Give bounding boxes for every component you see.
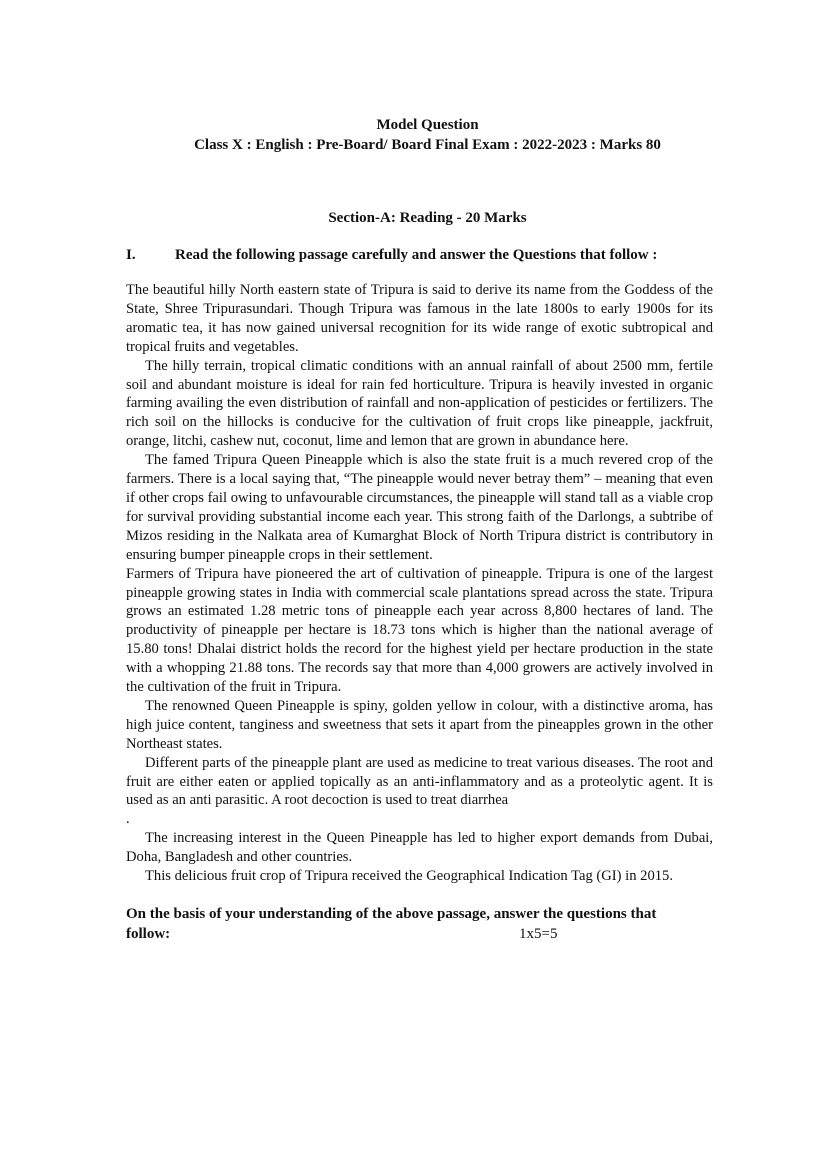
passage-paragraph: The increasing interest in the Queen Pineapple has led to higher export demands from Dubai, Doha, Bangladesh and other countries. [126, 830, 713, 866]
page-title: Model Question [376, 117, 479, 133]
passage-paragraph: Farmers of Tripura have pioneered the art of cultivation of pineapple. Tripura is one of the largest pineapple growing states in India with commercial scale plantations spread across the state. Tripura grows an estimated 1.28 metric tons of pineapple each year across 8,800 hectares of land. The productivity of pineapple per hectare is 18.73 tons which is higher than the national average of 15.80 tons! Dhalai district holds the record for the highest yield per hectare production in the state with a whopping 21.88 tons. The records say that more than 4,000 growers are actively involved in the cultivation of the fruit in Tripura. [126, 565, 713, 696]
passage-paragraph: The beautiful hilly North eastern state of Tripura is said to derive its name from the Goddess of the State, Shree Tripurasundari. Though Tripura was famous in the late 1800s to early 1900s for its aromatic tea, it has now gained universal recognition for its wide range of exotic subtropical and tropical fruits and vegetables. [126, 282, 713, 355]
exam-page [126, 115, 713, 944]
question-number: I. [126, 247, 136, 263]
passage-paragraph: The famed Tripura Queen Pineapple which is also the state fruit is a much revered crop of the farmers. There is a local saying that, “The pineapple would never betray them” – meaning that even if other crops fail owing to unfavourable circumstances, the pineapple will stand tall as a viable crop for survival providing substantial income each year. This strong faith of the Darlongs, a subtribe of Mizos residing in the Nalkata area of Kumarghat Block of North Tripura district is contributory in ensuring bumper pineapple crops in their settlement. [126, 452, 713, 563]
passage-paragraph: This delicious fruit crop of Tripura received the Geographical Indication Tag (GI) in 2015. [145, 868, 673, 885]
answer-instruction: On the basis of your understanding of the above passage, answer the questions that [126, 906, 657, 922]
passage-paragraph: The renowned Queen Pineapple is spiny, golden yellow in colour, with a distinctive aroma, has high juice content, tanginess and sweetness that sets it apart from the pineapples grown in the other Northeast states. [126, 697, 713, 752]
marks-allocation: 1x5=5 [519, 926, 558, 942]
question-text: Read the following passage carefully and answer the Questions that follow : [175, 247, 658, 263]
instruction-follow: follow: [126, 926, 171, 942]
question-heading [126, 245, 713, 265]
section-heading: Section-A: Reading - 20 Marks [328, 210, 527, 226]
exam-subtitle: Class X : English : Pre-Board/ Board Final Exam : 2022-2023 : Marks 80 [194, 137, 661, 153]
passage-stray-period: . [126, 811, 130, 828]
passage-paragraph: Different parts of the pineapple plant are used as medicine to treat various diseases. The root and fruit are either eaten or applied topically as an anti-inflammatory and as a proteolytic agent. It is used as an anti parasitic. A root decoction is used to treat diarrhea [126, 754, 713, 809]
reading-passage [126, 281, 713, 886]
answer-instruction-end [126, 924, 713, 944]
passage-paragraph: The hilly terrain, tropical climatic conditions with an annual rainfall of about 2500 mm, fertile soil and abundant moisture is ideal for rain fed horticulture. Tripura is heavily invested in organic farming availing the even distribution of rainfall and non-application of pesticides or fertilizers. The rich soil on the hillocks is conducive for the cultivation of fruit crops like pineapple, jackfruit, orange, litchi, cashew nut, coconut, lime and lemon that are grown in abundance here. [126, 357, 713, 450]
